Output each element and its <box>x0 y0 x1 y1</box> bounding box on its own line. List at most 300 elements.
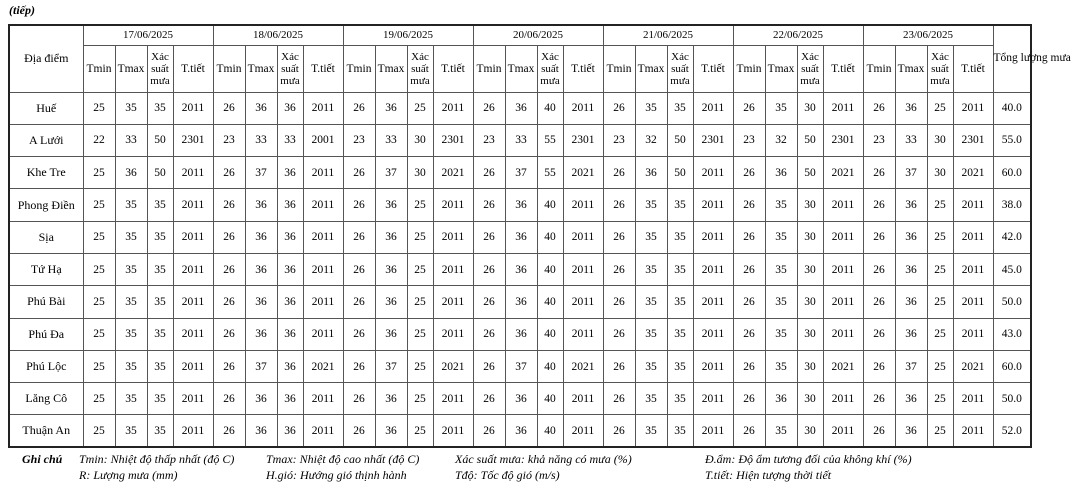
tmin-cell: 26 <box>603 221 635 253</box>
total-rainfall-cell: 42.0 <box>993 221 1031 253</box>
weather-code-cell: 2301 <box>563 124 603 156</box>
subheader-tmax: Tmax <box>635 45 667 92</box>
rain-probability-cell: 25 <box>927 189 953 221</box>
tmin-cell: 23 <box>473 124 505 156</box>
weather-code-cell: 2011 <box>693 286 733 318</box>
subheader-tmax: Tmax <box>895 45 927 92</box>
rain-probability-cell: 30 <box>797 383 823 415</box>
tmin-cell: 26 <box>473 383 505 415</box>
rain-probability-cell: 25 <box>927 383 953 415</box>
tmax-cell: 36 <box>375 92 407 124</box>
tmin-cell: 26 <box>863 189 895 221</box>
rain-probability-cell: 25 <box>407 415 433 447</box>
table-row <box>9 286 1031 318</box>
tmax-cell: 35 <box>635 350 667 382</box>
weather-code-cell: 2011 <box>693 189 733 221</box>
rain-probability-cell: 25 <box>927 286 953 318</box>
tmax-cell: 36 <box>375 189 407 221</box>
rain-probability-cell: 25 <box>407 318 433 350</box>
table-row <box>9 350 1031 382</box>
rain-probability-cell: 50 <box>147 124 173 156</box>
weather-code-cell: 2011 <box>433 221 473 253</box>
rain-probability-cell: 50 <box>147 157 173 189</box>
tmin-cell: 26 <box>603 157 635 189</box>
rain-probability-cell: 50 <box>667 124 693 156</box>
tmin-cell: 26 <box>863 157 895 189</box>
note-rain-probability: Xác suất mưa: khả năng có mưa (%) <box>455 452 632 466</box>
column-header-date: 20/06/2025 <box>473 25 603 45</box>
weather-code-cell: 2011 <box>433 383 473 415</box>
subheader-tmin: Tmin <box>603 45 635 92</box>
tmax-cell: 37 <box>505 350 537 382</box>
tmax-cell: 36 <box>375 383 407 415</box>
rain-probability-cell: 25 <box>407 286 433 318</box>
subheader-tmax: Tmax <box>765 45 797 92</box>
subheader-weather: T.tiết <box>693 45 733 92</box>
location-cell: Lăng Cô <box>9 383 83 415</box>
tmax-cell: 37 <box>245 157 277 189</box>
weather-code-cell: 2011 <box>563 415 603 447</box>
weather-code-cell: 2011 <box>303 189 343 221</box>
tmax-cell: 32 <box>635 124 667 156</box>
note-weather: T.tiết: Hiện tượng thời tiết <box>705 468 832 482</box>
tmax-cell: 36 <box>375 318 407 350</box>
rain-probability-cell: 30 <box>797 253 823 285</box>
weather-code-cell: 2011 <box>303 157 343 189</box>
tmax-cell: 36 <box>375 286 407 318</box>
table-header <box>9 25 1071 92</box>
tmax-cell: 37 <box>895 350 927 382</box>
tmin-cell: 25 <box>83 157 115 189</box>
location-cell: Phong Điền <box>9 189 83 221</box>
rain-probability-cell: 35 <box>147 286 173 318</box>
subheader-weather: T.tiết <box>823 45 863 92</box>
tmin-cell: 26 <box>733 189 765 221</box>
weather-code-cell: 2011 <box>303 286 343 318</box>
weather-code-cell: 2011 <box>693 253 733 285</box>
tmax-cell: 36 <box>505 415 537 447</box>
tmin-cell: 26 <box>343 189 375 221</box>
column-header-date: 23/06/2025 <box>863 25 993 45</box>
tmax-cell: 36 <box>505 189 537 221</box>
tmin-cell: 26 <box>213 253 245 285</box>
column-header-location: Địa điểm <box>9 25 83 92</box>
subheader-rain-probability: Xác suất mưa <box>667 45 693 92</box>
subheader-weather: T.tiết <box>173 45 213 92</box>
weather-code-cell: 2011 <box>823 92 863 124</box>
rain-probability-cell: 55 <box>537 157 563 189</box>
tmax-cell: 35 <box>765 286 797 318</box>
weather-code-cell: 2011 <box>173 350 213 382</box>
rain-probability-cell: 35 <box>667 383 693 415</box>
tmax-cell: 36 <box>245 221 277 253</box>
tmax-cell: 35 <box>765 92 797 124</box>
tmin-cell: 26 <box>863 253 895 285</box>
tmax-cell: 36 <box>895 92 927 124</box>
weather-code-cell: 2301 <box>433 124 473 156</box>
tmax-cell: 36 <box>245 92 277 124</box>
rain-probability-cell: 35 <box>147 318 173 350</box>
rain-probability-cell: 35 <box>667 415 693 447</box>
tmin-cell: 26 <box>473 189 505 221</box>
tmin-cell: 26 <box>603 318 635 350</box>
tmin-cell: 26 <box>733 92 765 124</box>
tmin-cell: 26 <box>733 286 765 318</box>
weather-code-cell: 2011 <box>563 318 603 350</box>
note-wind-speed: Tđộ: Tốc độ gió (m/s) <box>455 468 560 482</box>
weather-code-cell: 2021 <box>433 350 473 382</box>
subheader-tmin: Tmin <box>343 45 375 92</box>
tmax-cell: 35 <box>765 415 797 447</box>
tmin-cell: 26 <box>213 318 245 350</box>
tmax-cell: 35 <box>765 318 797 350</box>
tmin-cell: 26 <box>343 318 375 350</box>
tmin-cell: 26 <box>343 350 375 382</box>
weather-code-cell: 2011 <box>563 189 603 221</box>
weather-code-cell: 2011 <box>693 415 733 447</box>
table-row <box>9 189 1031 221</box>
tmax-cell: 36 <box>245 253 277 285</box>
rain-probability-cell: 25 <box>927 92 953 124</box>
rain-probability-cell: 50 <box>797 157 823 189</box>
tmin-cell: 26 <box>863 92 895 124</box>
rain-probability-cell: 36 <box>277 383 303 415</box>
note-wind-direction: H.gió: Hướng gió thịnh hành <box>266 468 407 482</box>
weather-code-cell: 2011 <box>433 286 473 318</box>
tmin-cell: 26 <box>733 383 765 415</box>
note-tmax: Tmax: Nhiệt độ cao nhất (độ C) <box>266 452 420 466</box>
tmax-cell: 36 <box>505 92 537 124</box>
column-header-total-rainfall: Tổng lượng mưa <box>993 25 1031 92</box>
rain-probability-cell: 35 <box>667 92 693 124</box>
tmin-cell: 26 <box>213 157 245 189</box>
tmax-cell: 35 <box>635 415 667 447</box>
rain-probability-cell: 50 <box>667 157 693 189</box>
weather-code-cell: 2011 <box>823 221 863 253</box>
weather-code-cell: 2011 <box>823 286 863 318</box>
tmin-cell: 26 <box>473 157 505 189</box>
subheader-tmax: Tmax <box>375 45 407 92</box>
location-cell: Khe Tre <box>9 157 83 189</box>
location-cell: Phú Bài <box>9 286 83 318</box>
tmax-cell: 36 <box>245 415 277 447</box>
total-rainfall-cell: 52.0 <box>993 415 1031 447</box>
weather-code-cell: 2011 <box>433 189 473 221</box>
subheader-tmin: Tmin <box>213 45 245 92</box>
tmax-cell: 35 <box>635 221 667 253</box>
rain-probability-cell: 35 <box>667 350 693 382</box>
tmin-cell: 26 <box>343 92 375 124</box>
rain-probability-cell: 33 <box>277 124 303 156</box>
weather-code-cell: 2011 <box>953 189 993 221</box>
rain-probability-cell: 30 <box>407 157 433 189</box>
weather-code-cell: 2301 <box>173 124 213 156</box>
tmin-cell: 23 <box>343 124 375 156</box>
rain-probability-cell: 30 <box>797 350 823 382</box>
weather-code-cell: 2011 <box>823 253 863 285</box>
tmax-cell: 35 <box>765 350 797 382</box>
tmax-cell: 36 <box>895 221 927 253</box>
subheader-tmax: Tmax <box>505 45 537 92</box>
tmax-cell: 35 <box>115 318 147 350</box>
rain-probability-cell: 30 <box>927 157 953 189</box>
tmin-cell: 26 <box>343 253 375 285</box>
tmax-cell: 36 <box>895 189 927 221</box>
rain-probability-cell: 40 <box>537 415 563 447</box>
weather-code-cell: 2021 <box>823 157 863 189</box>
tmin-cell: 26 <box>213 189 245 221</box>
rain-probability-cell: 40 <box>537 92 563 124</box>
total-rainfall-cell: 50.0 <box>993 286 1031 318</box>
rain-probability-cell: 30 <box>797 221 823 253</box>
weather-code-cell: 2011 <box>953 286 993 318</box>
table-caption: (tiếp) <box>9 3 35 17</box>
weather-code-cell: 2011 <box>433 415 473 447</box>
subheader-rain-probability: Xác suất mưa <box>277 45 303 92</box>
tmin-cell: 26 <box>213 383 245 415</box>
rain-probability-cell: 40 <box>537 221 563 253</box>
tmax-cell: 37 <box>245 350 277 382</box>
tmax-cell: 36 <box>895 415 927 447</box>
weather-code-cell: 2011 <box>173 189 213 221</box>
tmin-cell: 26 <box>213 350 245 382</box>
tmin-cell: 26 <box>473 318 505 350</box>
rain-probability-cell: 25 <box>927 415 953 447</box>
tmin-cell: 26 <box>343 286 375 318</box>
rain-probability-cell: 30 <box>797 415 823 447</box>
rain-probability-cell: 40 <box>537 318 563 350</box>
rain-probability-cell: 55 <box>537 124 563 156</box>
weather-code-cell: 2021 <box>433 157 473 189</box>
weather-code-cell: 2011 <box>953 92 993 124</box>
tmin-cell: 26 <box>603 286 635 318</box>
table-row <box>9 253 1031 285</box>
tmin-cell: 25 <box>83 415 115 447</box>
tmin-cell: 26 <box>343 221 375 253</box>
total-rainfall-cell: 43.0 <box>993 318 1031 350</box>
weather-code-cell: 2011 <box>563 383 603 415</box>
location-cell: Huế <box>9 92 83 124</box>
tmin-cell: 26 <box>343 383 375 415</box>
tmin-cell: 25 <box>83 286 115 318</box>
tmin-cell: 22 <box>83 124 115 156</box>
tmin-cell: 26 <box>603 253 635 285</box>
weather-code-cell: 2011 <box>953 253 993 285</box>
total-rainfall-cell: 60.0 <box>993 157 1031 189</box>
tmin-cell: 25 <box>83 189 115 221</box>
tmin-cell: 23 <box>863 124 895 156</box>
tmax-cell: 35 <box>765 221 797 253</box>
weather-code-cell: 2011 <box>563 253 603 285</box>
rain-probability-cell: 36 <box>277 350 303 382</box>
rain-probability-cell: 25 <box>927 221 953 253</box>
rain-probability-cell: 36 <box>277 253 303 285</box>
tmin-cell: 23 <box>733 124 765 156</box>
rain-probability-cell: 36 <box>277 221 303 253</box>
column-header-date: 19/06/2025 <box>343 25 473 45</box>
tmin-cell: 26 <box>863 286 895 318</box>
tmax-cell: 36 <box>245 383 277 415</box>
tmax-cell: 35 <box>635 92 667 124</box>
total-rainfall-cell: 45.0 <box>993 253 1031 285</box>
weather-code-cell: 2011 <box>953 383 993 415</box>
weather-code-cell: 2021 <box>953 350 993 382</box>
rain-probability-cell: 25 <box>407 253 433 285</box>
tmin-cell: 26 <box>733 415 765 447</box>
note-humidity: Đ.ẩm: Độ ẩm tương đối của không khí (%) <box>705 452 912 466</box>
tmin-cell: 26 <box>733 221 765 253</box>
rain-probability-cell: 35 <box>147 350 173 382</box>
notes-label: Ghi chú <box>22 452 63 466</box>
tmin-cell: 26 <box>213 92 245 124</box>
rain-probability-cell: 25 <box>407 383 433 415</box>
weather-code-cell: 2011 <box>693 350 733 382</box>
weather-code-cell: 2011 <box>563 221 603 253</box>
weather-code-cell: 2011 <box>953 221 993 253</box>
tmax-cell: 36 <box>505 253 537 285</box>
rain-probability-cell: 35 <box>667 318 693 350</box>
total-rainfall-cell: 55.0 <box>993 124 1031 156</box>
rain-probability-cell: 30 <box>797 92 823 124</box>
tmax-cell: 35 <box>115 189 147 221</box>
weather-code-cell: 2301 <box>693 124 733 156</box>
location-cell: Phú Lộc <box>9 350 83 382</box>
tmin-cell: 26 <box>473 415 505 447</box>
tmin-cell: 26 <box>863 221 895 253</box>
tmax-cell: 37 <box>895 157 927 189</box>
weather-code-cell: 2011 <box>173 92 213 124</box>
rain-probability-cell: 25 <box>407 350 433 382</box>
rain-probability-cell: 35 <box>147 221 173 253</box>
rain-probability-cell: 35 <box>667 286 693 318</box>
rain-probability-cell: 40 <box>537 189 563 221</box>
rain-probability-cell: 40 <box>537 286 563 318</box>
tmin-cell: 26 <box>603 92 635 124</box>
tmax-cell: 35 <box>115 221 147 253</box>
tmin-cell: 25 <box>83 383 115 415</box>
tmin-cell: 25 <box>83 350 115 382</box>
rain-probability-cell: 40 <box>537 350 563 382</box>
tmin-cell: 26 <box>473 253 505 285</box>
weather-code-cell: 2011 <box>303 415 343 447</box>
tmax-cell: 33 <box>115 124 147 156</box>
weather-code-cell: 2011 <box>173 286 213 318</box>
tmin-cell: 26 <box>473 221 505 253</box>
weather-code-cell: 2011 <box>433 318 473 350</box>
weather-code-cell: 2011 <box>433 92 473 124</box>
rain-probability-cell: 35 <box>667 189 693 221</box>
table-row <box>9 157 1031 189</box>
total-rainfall-cell: 60.0 <box>993 350 1031 382</box>
subheader-rain-probability: Xác suất mưa <box>797 45 823 92</box>
weather-code-cell: 2011 <box>953 318 993 350</box>
column-header-date: 17/06/2025 <box>83 25 213 45</box>
column-header-date: 22/06/2025 <box>733 25 863 45</box>
table-row <box>9 415 1031 447</box>
weather-code-cell: 2011 <box>823 189 863 221</box>
rain-probability-cell: 25 <box>927 253 953 285</box>
weather-code-cell: 2301 <box>953 124 993 156</box>
rain-probability-cell: 30 <box>797 318 823 350</box>
tmax-cell: 37 <box>505 157 537 189</box>
weather-code-cell: 2011 <box>303 253 343 285</box>
tmax-cell: 35 <box>115 253 147 285</box>
tmin-cell: 26 <box>343 415 375 447</box>
rain-probability-cell: 40 <box>537 383 563 415</box>
total-rainfall-cell: 50.0 <box>993 383 1031 415</box>
column-header-date: 21/06/2025 <box>603 25 733 45</box>
weather-code-cell: 2011 <box>173 318 213 350</box>
subheader-rain-probability: Xác suất mưa <box>407 45 433 92</box>
location-cell: Thuận An <box>9 415 83 447</box>
rain-probability-cell: 50 <box>797 124 823 156</box>
weather-code-cell: 2011 <box>173 221 213 253</box>
weather-code-cell: 2011 <box>693 92 733 124</box>
tmin-cell: 25 <box>83 92 115 124</box>
subheader-tmax: Tmax <box>115 45 147 92</box>
rain-probability-cell: 35 <box>147 92 173 124</box>
subheader-tmax: Tmax <box>245 45 277 92</box>
tmax-cell: 33 <box>245 124 277 156</box>
tmin-cell: 26 <box>603 383 635 415</box>
tmax-cell: 35 <box>635 253 667 285</box>
tmin-cell: 26 <box>863 383 895 415</box>
weather-code-cell: 2011 <box>173 383 213 415</box>
rain-probability-cell: 25 <box>407 92 433 124</box>
weather-code-cell: 2021 <box>563 157 603 189</box>
weather-code-cell: 2011 <box>433 253 473 285</box>
tmax-cell: 36 <box>765 383 797 415</box>
tmin-cell: 26 <box>473 350 505 382</box>
subheader-rain-probability: Xác suất mưa <box>537 45 563 92</box>
rain-probability-cell: 25 <box>407 189 433 221</box>
tmin-cell: 26 <box>863 318 895 350</box>
tmin-cell: 26 <box>733 318 765 350</box>
tmin-cell: 26 <box>603 415 635 447</box>
tmin-cell: 26 <box>603 189 635 221</box>
weather-code-cell: 2011 <box>693 318 733 350</box>
tmax-cell: 35 <box>765 253 797 285</box>
tmax-cell: 36 <box>505 221 537 253</box>
rain-probability-cell: 30 <box>797 286 823 318</box>
tmax-cell: 36 <box>765 157 797 189</box>
rain-probability-cell: 35 <box>667 253 693 285</box>
table-row <box>9 221 1031 253</box>
table-row <box>9 383 1031 415</box>
tmin-cell: 26 <box>603 350 635 382</box>
column-header-date: 18/06/2025 <box>213 25 343 45</box>
tmax-cell: 36 <box>115 157 147 189</box>
rain-probability-cell: 35 <box>147 415 173 447</box>
tmax-cell: 36 <box>635 157 667 189</box>
tmax-cell: 36 <box>505 286 537 318</box>
tmax-cell: 36 <box>245 286 277 318</box>
subheader-rain-probability: Xác suất mưa <box>927 45 953 92</box>
tmin-cell: 26 <box>733 350 765 382</box>
rain-probability-cell: 36 <box>277 157 303 189</box>
rain-probability-cell: 25 <box>927 318 953 350</box>
weather-code-cell: 2001 <box>303 124 343 156</box>
tmin-cell: 26 <box>213 415 245 447</box>
tmax-cell: 35 <box>635 318 667 350</box>
note-rainfall: R: Lượng mưa (mm) <box>79 468 178 482</box>
table-row <box>9 124 1031 156</box>
subheader-tmin: Tmin <box>733 45 765 92</box>
weather-code-cell: 2011 <box>173 415 213 447</box>
tmax-cell: 33 <box>505 124 537 156</box>
tmax-cell: 36 <box>895 253 927 285</box>
rain-probability-cell: 25 <box>927 350 953 382</box>
